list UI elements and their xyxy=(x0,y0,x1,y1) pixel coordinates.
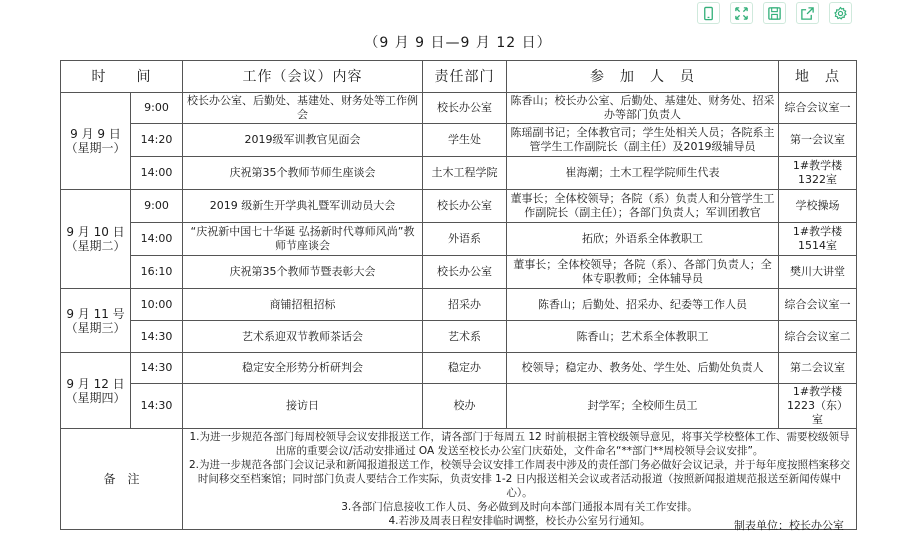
day-date: 9 月 10 日 xyxy=(66,225,125,239)
content-cell: 商铺招租招标 xyxy=(183,289,423,321)
day-weekday: （星期一） xyxy=(65,141,126,155)
header-place: 地 点 xyxy=(779,61,857,93)
day-weekday: （星期二） xyxy=(65,239,126,253)
people-cell: 董事长；全体校领导；各院（系）负责人和分管学生工作副院长（副主任）；各部门负责人；军训团教官 xyxy=(507,190,779,223)
save-icon xyxy=(767,6,782,21)
place-cell: 1#教学楼 1514室 xyxy=(779,223,857,256)
prepared-by: 制表单位：校长办公室 xyxy=(734,519,844,532)
note-item: 4.若涉及周表日程安排临时调整，校长办公室另行通知。 xyxy=(388,515,651,527)
people-cell: 校领导；稳定办、教务处、学生处、后勤处负责人 xyxy=(507,353,779,384)
note-item: 2.为进一步规范各部门会议记录和新闻报道报送工作，校领导会议安排工作周表中涉及的责任部门务必做好会议记录，并于每年度按照档案移交时间移交至档案馆；同时部门负责人要结合工作实际，负责安排 1-2 日内报送相关会议或者活动报道（按照新闻报道规范报送至新闻传媒中心）。 xyxy=(188,459,850,499)
time-cell: 14:00 xyxy=(131,157,183,190)
time-cell: 10:00 xyxy=(131,289,183,321)
time-cell: 16:10 xyxy=(131,256,183,289)
table-row xyxy=(61,321,857,353)
fullscreen-button[interactable] xyxy=(730,2,753,24)
settings-button[interactable] xyxy=(829,2,852,24)
people-cell: 崔海潮；土木工程学院师生代表 xyxy=(507,157,779,190)
day-weekday: （星期四） xyxy=(65,390,126,405)
place-cell: 综合会议室一 xyxy=(779,93,857,124)
day-weekday: （星期三） xyxy=(65,320,126,335)
content-cell: 庆祝第35个教师节师生座谈会 xyxy=(183,157,423,190)
header-time: 时 间 xyxy=(61,61,183,93)
place-cell: 综合会议室一 xyxy=(779,289,857,321)
dept-cell: 外语系 xyxy=(423,223,507,256)
dept-cell: 校长办公室 xyxy=(423,190,507,223)
people-cell: 陈香山；艺术系全体教职工 xyxy=(507,321,779,353)
time-cell: 14:30 xyxy=(131,384,183,429)
time-cell: 14:20 xyxy=(131,124,183,157)
dept-cell: 稳定办 xyxy=(423,353,507,384)
notes-row xyxy=(61,429,857,530)
day-date: 9 月 11 号 xyxy=(66,306,125,321)
day-cell xyxy=(61,93,131,190)
people-cell: 陈香山；后勤处、招采办、纪委等工作人员 xyxy=(507,289,779,321)
table-row xyxy=(61,93,857,124)
dept-cell: 艺术系 xyxy=(423,321,507,353)
header-dept: 责任部门 xyxy=(423,61,507,93)
table-header-row xyxy=(61,61,857,93)
content-cell: 接访日 xyxy=(183,384,423,429)
place-cell: 1#教学楼 1223（东）室 xyxy=(779,384,857,429)
people-cell: 董事长；全体校领导；各院（系）、各部门负责人；全体专职教师；全体辅导员 xyxy=(507,256,779,289)
share-icon xyxy=(800,6,815,21)
schedule-date-range: （9 月 9 日—9 月 12 日） xyxy=(364,35,552,51)
dept-cell: 校办 xyxy=(423,384,507,429)
content-cell: “庆祝新中国七十华诞 弘扬新时代尊师风尚”教师节座谈会 xyxy=(183,223,423,256)
place-cell: 第二会议室 xyxy=(779,353,857,384)
people-cell: 陈瑶副书记；全体教官司；学生处相关人员；各院系主管学生工作副院长（副主任）及2019级辅导员 xyxy=(507,124,779,157)
notes-cell xyxy=(183,429,857,530)
day-cell xyxy=(61,353,131,429)
time-cell: 14:30 xyxy=(131,353,183,384)
dept-cell: 招采办 xyxy=(423,289,507,321)
toolbar xyxy=(697,2,852,24)
content-cell: 2019级军训教官见面会 xyxy=(183,124,423,157)
notes-label: 备 注 xyxy=(61,429,183,530)
mobile-icon xyxy=(701,6,716,21)
table-row xyxy=(61,223,857,256)
table-row xyxy=(61,157,857,190)
dept-cell: 土木工程学院 xyxy=(423,157,507,190)
day-cell xyxy=(61,289,131,353)
place-cell: 学校操场 xyxy=(779,190,857,223)
day-cell xyxy=(61,190,131,289)
fullscreen-icon xyxy=(734,6,749,21)
dept-cell: 校长办公室 xyxy=(423,256,507,289)
dept-cell: 学生处 xyxy=(423,124,507,157)
content-cell: 2019 级新生开学典礼暨军训动员大会 xyxy=(183,190,423,223)
time-cell: 9:00 xyxy=(131,190,183,223)
table-row xyxy=(61,289,857,321)
table-row xyxy=(61,190,857,223)
header-content: 工作（会议）内容 xyxy=(183,61,423,93)
table-row xyxy=(61,353,857,384)
content-cell: 艺术系迎双节教师茶话会 xyxy=(183,321,423,353)
day-date: 9 月 12 日 xyxy=(66,376,125,391)
table-row xyxy=(61,384,857,429)
weekly-schedule-table xyxy=(60,60,857,530)
note-item: 1.为进一步规范各部门每周校领导会议安排报送工作，请各部门于每周五 12 时前根据主管校级领导意见，将事关学校整体工作、需要校级领导出席的重要会议/活动安排通过 OA 发送至校长办公室门庆茹处，文件命名“**部门**周校领导会议安排”。 xyxy=(189,431,850,457)
note-item: 3.各部门信息接收工作人员、务必做到及时向本部门通报本周有关工作安排。 xyxy=(341,501,698,513)
place-cell: 1#教学楼 1322室 xyxy=(779,157,857,190)
people-cell: 封学军；全校师生员工 xyxy=(507,384,779,429)
time-cell: 14:30 xyxy=(131,321,183,353)
content-cell: 稳定安全形势分析研判会 xyxy=(183,353,423,384)
place-cell: 综合会议室二 xyxy=(779,321,857,353)
place-cell: 樊川大讲堂 xyxy=(779,256,857,289)
people-cell: 陈香山；校长办公室、后勤处、基建处、财务处、招采办等部门负责人 xyxy=(507,93,779,124)
table-row xyxy=(61,256,857,289)
day-date: 9 月 9 日 xyxy=(70,127,121,141)
save-button[interactable] xyxy=(763,2,786,24)
mobile-view-button[interactable] xyxy=(697,2,720,24)
table-row xyxy=(61,124,857,157)
time-cell: 14:00 xyxy=(131,223,183,256)
gear-icon xyxy=(833,6,848,21)
header-people: 参 加 人 员 xyxy=(507,61,779,93)
content-cell: 庆祝第35个教师节暨表彰大会 xyxy=(183,256,423,289)
share-button[interactable] xyxy=(796,2,819,24)
people-cell: 拓欣；外语系全体教职工 xyxy=(507,223,779,256)
time-cell: 9:00 xyxy=(131,93,183,124)
place-cell: 第一会议室 xyxy=(779,124,857,157)
dept-cell: 校长办公室 xyxy=(423,93,507,124)
content-cell: 校长办公室、后勤处、基建处、财务处等工作例会 xyxy=(183,93,423,124)
